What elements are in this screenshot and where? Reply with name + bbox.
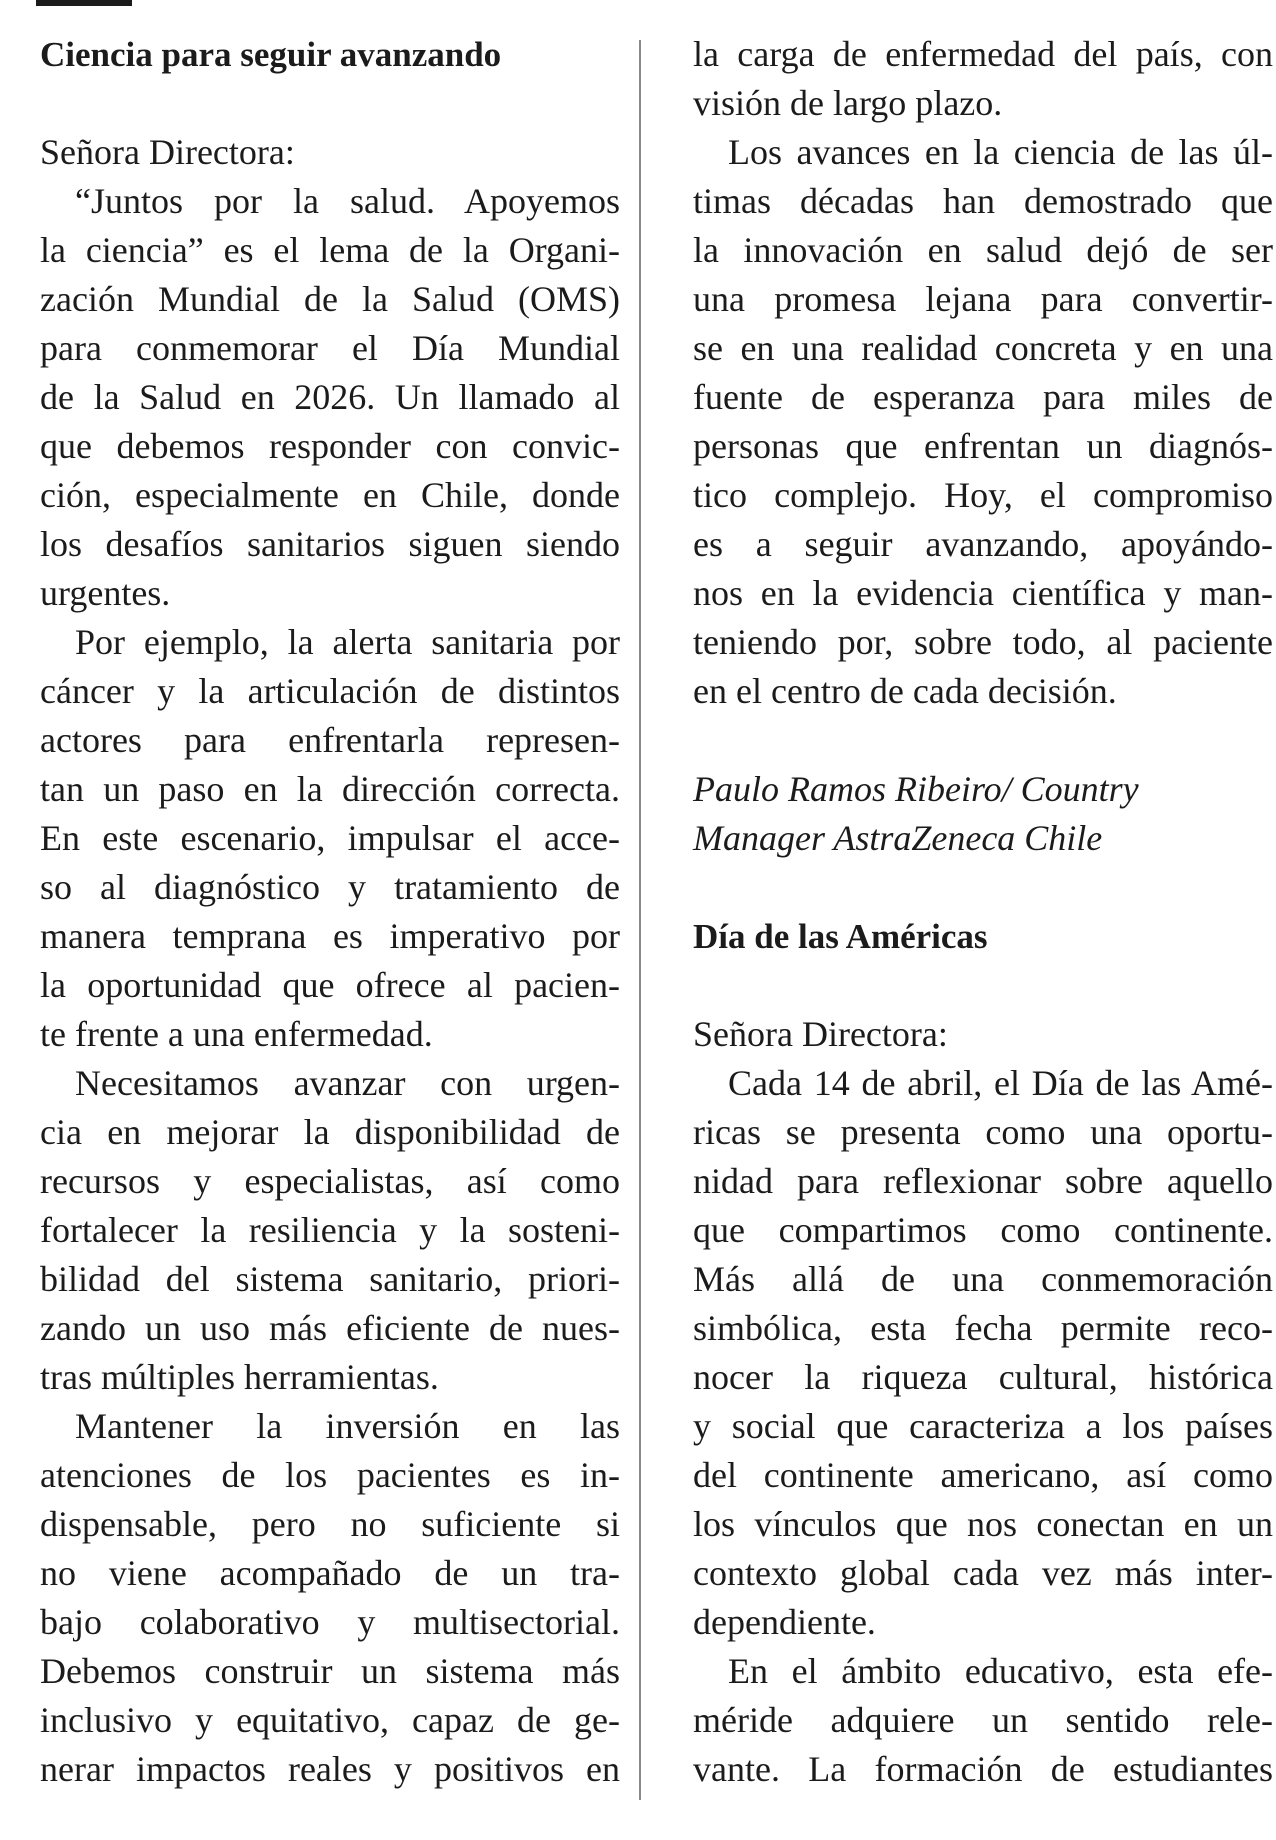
paragraph <box>40 1059 620 1402</box>
top-rule <box>36 0 132 6</box>
text-line: la ciencia” es el lema de la Organi- <box>40 230 620 270</box>
text-line: Por ejemplo, la alerta sanitaria por <box>75 622 620 662</box>
text-line: actores para enfrentarla represen- <box>40 720 620 760</box>
blank-line <box>693 961 1273 1010</box>
paragraph <box>693 128 1273 716</box>
text-line: visión de largo plazo. <box>693 83 1003 123</box>
text-line: Más allá de una conmemoración <box>693 1259 1273 1299</box>
text-line: la carga de enfermedad del país, con <box>693 34 1273 74</box>
column-divider <box>639 40 641 1800</box>
text-line: Mantener la inversión en las <box>75 1406 620 1446</box>
text-line: cáncer y la articulación de distintos <box>40 671 620 711</box>
text-line: fuente de esperanza para miles de <box>693 377 1273 417</box>
text-line: que compartimos como continente. <box>693 1210 1273 1250</box>
signature-line: Manager AstraZeneca Chile <box>693 818 1103 858</box>
text-line: méride adquiere un sentido rele- <box>693 1700 1273 1740</box>
text-line: zando un uso más eficiente de nues- <box>40 1308 620 1348</box>
text-line: tras múltiples herramientas. <box>40 1357 439 1397</box>
text-line: Necesitamos avanzar con urgen- <box>75 1063 620 1103</box>
text-line: dependiente. <box>693 1602 876 1642</box>
text-line: recursos y especialistas, así como <box>40 1161 620 1201</box>
text-line: tico complejo. Hoy, el compromiso <box>693 475 1273 515</box>
text-line: Los avances en la ciencia de las úl- <box>728 132 1273 172</box>
text-line: manera temprana es imperativo por <box>40 916 620 956</box>
text-line: nerar impactos reales y positivos en <box>40 1749 620 1789</box>
text-line: contexto global cada vez más inter- <box>693 1553 1273 1593</box>
text-line: los vínculos que nos conectan en un <box>693 1504 1273 1544</box>
text-line: “Juntos por la salud. Apoyemos <box>75 181 620 221</box>
text-line: vante. La formación de estudiantes <box>693 1749 1273 1789</box>
blank-line <box>693 863 1273 912</box>
left-column <box>40 30 620 1794</box>
text-line: timas décadas han demostrado que <box>693 181 1273 221</box>
text-line: bilidad del sistema sanitario, priori- <box>40 1259 620 1299</box>
text-line: los desafíos sanitarios siguen siendo <box>40 524 620 564</box>
text-line: la oportunidad que ofrece al pacien- <box>40 965 620 1005</box>
text-line: so al diagnóstico y tratamiento de <box>40 867 620 907</box>
paragraph <box>693 1059 1273 1647</box>
blank-line <box>40 79 620 128</box>
text-line: Cada 14 de abril, el Día de las Amé- <box>728 1063 1273 1103</box>
paragraph-continuation <box>693 30 1273 128</box>
text-line: nocer la riqueza cultural, histórica <box>693 1357 1273 1397</box>
paragraph <box>40 1402 620 1794</box>
text-line: inclusivo y equitativo, capaz de ge- <box>40 1700 620 1740</box>
text-line: no viene acompañado de un tra- <box>40 1553 620 1593</box>
text-line: nidad para reflexionar sobre aquello <box>693 1161 1273 1201</box>
signature <box>693 765 1273 863</box>
paragraph <box>40 618 620 1059</box>
paragraph <box>40 177 620 618</box>
text-line: se en una realidad concreta y en una <box>693 328 1273 368</box>
text-line: en el centro de cada decisión. <box>693 671 1117 711</box>
text-line: atenciones de los pacientes es in- <box>40 1455 620 1495</box>
text-line: zación Mundial de la Salud (OMS) <box>40 279 620 319</box>
text-line: te frente a una enfermedad. <box>40 1014 433 1054</box>
text-line: dispensable, pero no suficiente si <box>40 1504 620 1544</box>
text-line: En el ámbito educativo, esta efe- <box>728 1651 1273 1691</box>
text-line: En este escenario, impulsar el acce- <box>40 818 620 858</box>
text-line: simbólica, esta fecha permite reco- <box>693 1308 1273 1348</box>
paragraph <box>693 1647 1273 1794</box>
letter-headline: Día de las Américas <box>693 917 988 956</box>
text-line: urgentes. <box>40 573 171 613</box>
letter-headline: Ciencia para seguir avanzando <box>40 35 502 74</box>
right-column <box>693 30 1273 1794</box>
text-line: para conmemorar el Día Mundial <box>40 328 620 368</box>
text-line: es a seguir avanzando, apoyándo- <box>693 524 1273 564</box>
text-line: fortalecer la resiliencia y la sosteni- <box>40 1210 620 1250</box>
text-line: nos en la evidencia científica y man- <box>693 573 1273 613</box>
blank-line <box>693 716 1273 765</box>
signature-line: Paulo Ramos Ribeiro/ Country <box>693 769 1139 809</box>
text-line: de la Salud en 2026. Un llamado al <box>40 377 620 417</box>
text-line: bajo colaborativo y multisectorial. <box>40 1602 620 1642</box>
text-line: tan un paso en la dirección correcta. <box>40 769 620 809</box>
text-line: ción, especialmente en Chile, donde <box>40 475 620 515</box>
text-line: Debemos construir un sistema más <box>40 1651 620 1691</box>
text-line: del continente americano, así como <box>693 1455 1273 1495</box>
text-line: que debemos responder con convic- <box>40 426 620 466</box>
text-line: personas que enfrentan un diagnós- <box>693 426 1273 466</box>
text-line: ricas se presenta como una oportu- <box>693 1112 1273 1152</box>
salutation: Señora Directora: <box>693 1014 948 1054</box>
text-line: y social que caracteriza a los países <box>693 1406 1273 1446</box>
text-line: la innovación en salud dejó de ser <box>693 230 1273 270</box>
text-line: una promesa lejana para convertir- <box>693 279 1273 319</box>
text-line: cia en mejorar la disponibilidad de <box>40 1112 620 1152</box>
text-line: teniendo por, sobre todo, al paciente <box>693 622 1273 662</box>
salutation: Señora Directora: <box>40 132 295 172</box>
